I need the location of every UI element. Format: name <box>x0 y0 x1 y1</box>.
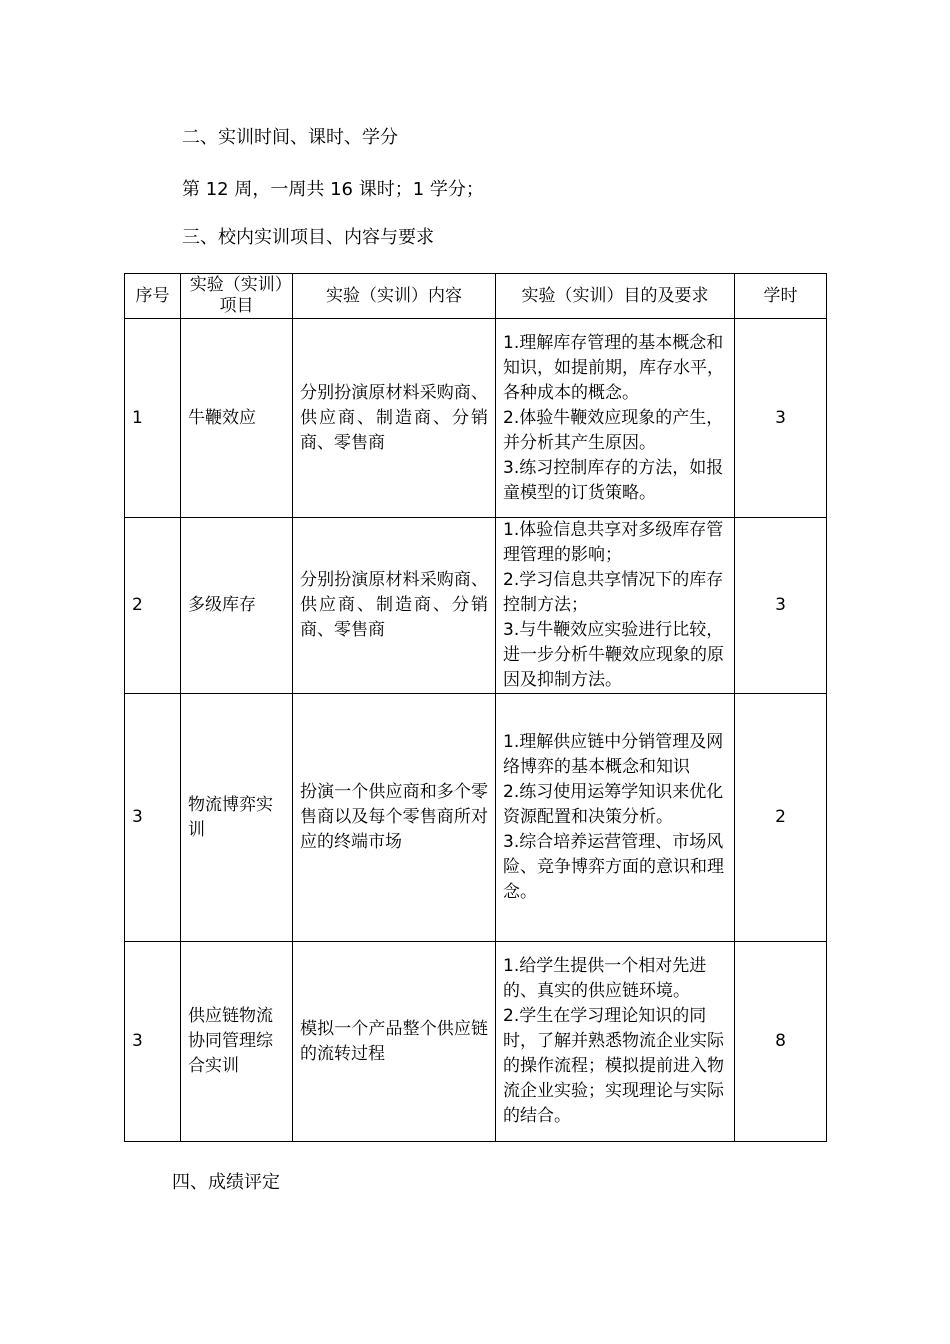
row-content: 模拟一个产品整个供应链的流转过程 <box>293 942 496 1142</box>
row-goals <box>496 694 735 942</box>
header-content: 实验（实训）内容 <box>293 274 496 319</box>
row-project: 多级库存 <box>181 518 293 694</box>
goal-item: 3.综合培养运营管理、市场风险、竞争博弈方面的意识和理念。 <box>503 832 724 902</box>
goal-item: 1.体验信息共享对多级库存管理管理的影响； <box>503 520 724 565</box>
header-index: 序号 <box>125 274 181 319</box>
row-index: 3 <box>125 694 181 942</box>
goal-item: 1.给学生提供一个相对先进的、真实的供应链环境。 <box>503 956 707 1001</box>
table-row <box>125 319 827 518</box>
header-project: 实验（实训）项目 <box>181 274 293 319</box>
row-hours: 3 <box>735 518 827 694</box>
goal-item: 3.练习控制库存的方法，如报童模型的订货策略。 <box>503 457 724 503</box>
table-row <box>125 694 827 942</box>
table-row <box>125 942 827 1142</box>
row-project: 牛鞭效应 <box>181 319 293 518</box>
section-2-title: 二、实训时间、课时、学分 <box>182 127 398 148</box>
header-hours: 学时 <box>735 274 827 319</box>
row-goals <box>496 319 735 518</box>
row-goals <box>496 942 735 1142</box>
goal-item: 2.学生在学习理论知识的同时，了解并熟悉物流企业实际的操作流程；模拟提前进入物流企业实验；实现理论与实际的结合。 <box>503 1006 724 1126</box>
section-3-title: 三、校内实训项目、内容与要求 <box>182 227 434 248</box>
row-content: 扮演一个供应商和多个零售商以及每个零售商所对应的终端市场 <box>293 694 496 942</box>
table-row <box>125 518 827 694</box>
goal-item: 2.学习信息共享情况下的库存控制方法； <box>503 570 724 615</box>
row-goals <box>496 518 735 694</box>
row-hours: 2 <box>735 694 827 942</box>
goal-item: 1.理解库存管理的基本概念和知识，如提前期，库存水平，各种成本的概念。 <box>503 332 724 403</box>
goal-item: 3.与牛鞭效应实验进行比较，进一步分析牛鞭效应现象的原因及抑制方法。 <box>503 620 724 690</box>
table-header-row <box>125 274 827 319</box>
goal-item: 2.体验牛鞭效应现象的产生，并分析其产生原因。 <box>503 407 724 453</box>
row-hours: 8 <box>735 942 827 1142</box>
training-items-table <box>124 273 827 1142</box>
row-hours: 3 <box>735 319 827 518</box>
header-goal: 实验（实训）目的及要求 <box>496 274 735 319</box>
row-content: 分别扮演原材料采购商、供应商、制造商、分销商、零售商 <box>293 319 496 518</box>
row-project: 物流博弈实训 <box>181 694 293 942</box>
section-4-title: 四、成绩评定 <box>172 1172 280 1193</box>
row-content: 分别扮演原材料采购商、供应商、制造商、分销商、零售商 <box>293 518 496 694</box>
row-project: 供应链物流协同管理综合实训 <box>181 942 293 1142</box>
row-index: 1 <box>125 319 181 518</box>
row-index: 3 <box>125 942 181 1142</box>
goal-item: 1.理解供应链中分销管理及网络博弈的基本概念和知识 <box>503 732 724 777</box>
section-2-body: 第 12 周，一周共 16 课时；1 学分； <box>182 179 484 200</box>
goal-item: 2.练习使用运筹学知识来优化资源配置和决策分析。 <box>503 782 724 827</box>
row-index: 2 <box>125 518 181 694</box>
